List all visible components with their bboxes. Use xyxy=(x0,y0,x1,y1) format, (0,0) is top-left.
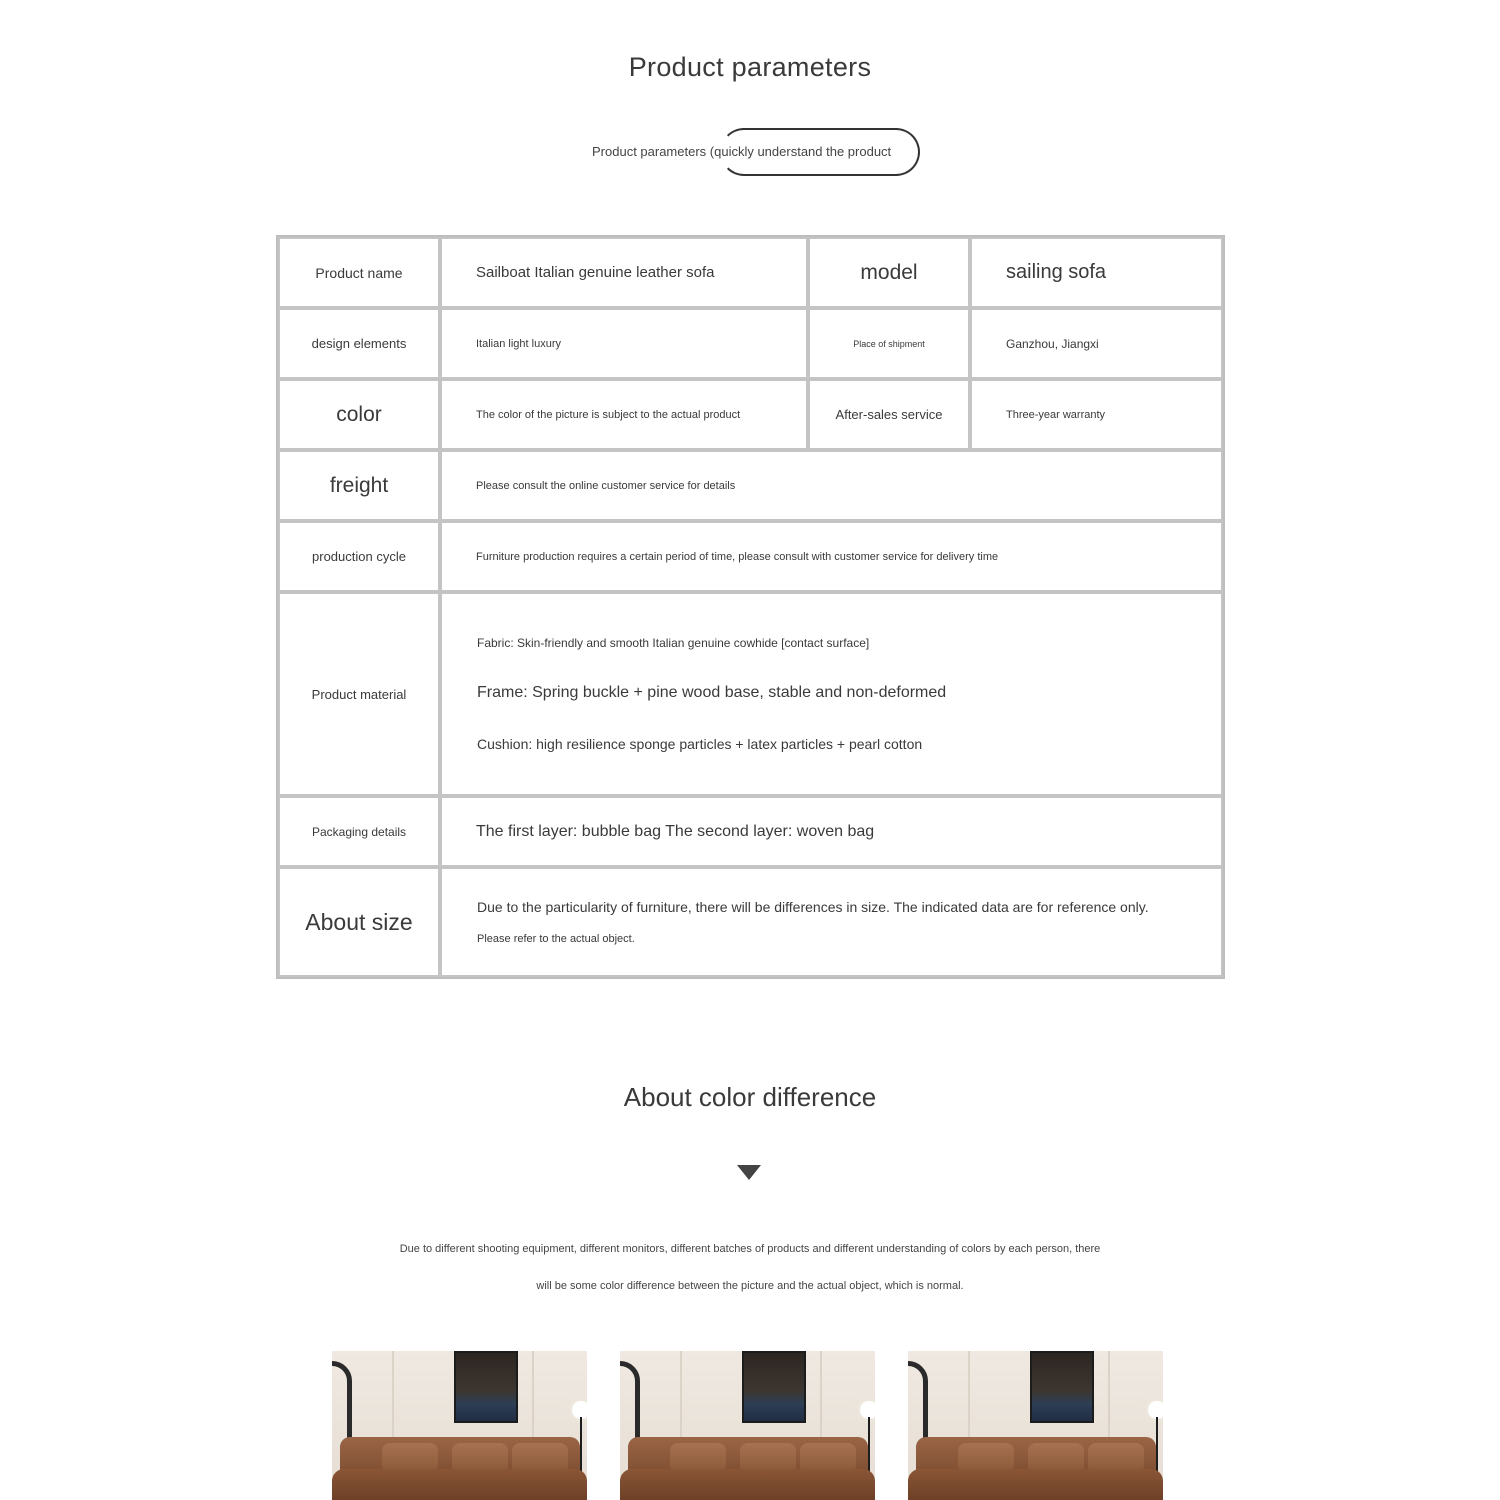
aftersales-label: After-sales service xyxy=(808,379,970,450)
product-parameters-table xyxy=(276,235,1225,979)
shipment-label: Place of shipment xyxy=(808,308,970,379)
material-fabric-line: Fabric: Skin-friendly and smooth Italian genuine cowhide [contact surface] xyxy=(477,636,870,650)
color-value: The color of the picture is subject to the actual product xyxy=(440,379,808,450)
table-row xyxy=(278,592,1223,796)
design-elements-label: design elements xyxy=(278,308,440,379)
material-cell xyxy=(440,592,1223,796)
table-row xyxy=(278,237,1223,308)
color-difference-title: About color difference xyxy=(623,1082,877,1112)
production-cycle-label: production cycle xyxy=(278,521,440,592)
model-label: model xyxy=(808,237,970,308)
freight-value: Please consult the online customer service for details xyxy=(440,450,1223,521)
size-label: About size xyxy=(278,867,440,977)
shipment-value: Ganzhou, Jiangxi xyxy=(970,308,1223,379)
sofa-photo-2 xyxy=(620,1351,875,1500)
color-notice-line-2: will be some color difference between the picture and the actual object, which is normal. xyxy=(536,1280,964,1292)
table-row xyxy=(278,450,1223,521)
packaging-label: Packaging details xyxy=(278,796,440,867)
table-row xyxy=(278,308,1223,379)
material-label: Product material xyxy=(278,592,440,796)
page-title: Product parameters xyxy=(628,52,872,82)
aftersales-value: Three-year warranty xyxy=(970,379,1223,450)
material-cushion-line: Cushion: high resilience sponge particles + latex particles + pearl cotton xyxy=(477,736,923,752)
design-elements-value: Italian light luxury xyxy=(440,308,808,379)
subtitle-text: Product parameters (quickly understand the product xyxy=(592,144,892,159)
packaging-value: The first layer: bubble bag The second layer: woven bag xyxy=(440,796,1223,867)
table-row xyxy=(278,867,1223,977)
subtitle-banner xyxy=(0,128,1500,178)
freight-label: freight xyxy=(278,450,440,521)
production-cycle-value: Furniture production requires a certain period of time, please consult with customer service for delivery time xyxy=(440,521,1223,592)
triangle-down-icon xyxy=(737,1165,761,1180)
material-frame-line: Frame: Spring buckle + pine wood base, stable and non-deformed xyxy=(477,684,947,701)
product-name-value: Sailboat Italian genuine leather sofa xyxy=(440,237,808,308)
size-cell xyxy=(440,867,1223,977)
size-line-2: Please refer to the actual object. xyxy=(477,933,635,945)
table-row xyxy=(278,796,1223,867)
color-notice-line-1: Due to different shooting equipment, different monitors, different batches of products and different understanding of colors by each person, there xyxy=(399,1243,1101,1255)
sofa-photo-1 xyxy=(332,1351,587,1500)
sofa-photo-3 xyxy=(908,1351,1163,1500)
product-name-label: Product name xyxy=(278,237,440,308)
table-row xyxy=(278,379,1223,450)
model-value: sailing sofa xyxy=(970,237,1223,308)
color-label: color xyxy=(278,379,440,450)
size-line-1: Due to the particularity of furniture, there will be differences in size. The indicated data are for reference only. xyxy=(477,899,1149,915)
table-row xyxy=(278,521,1223,592)
